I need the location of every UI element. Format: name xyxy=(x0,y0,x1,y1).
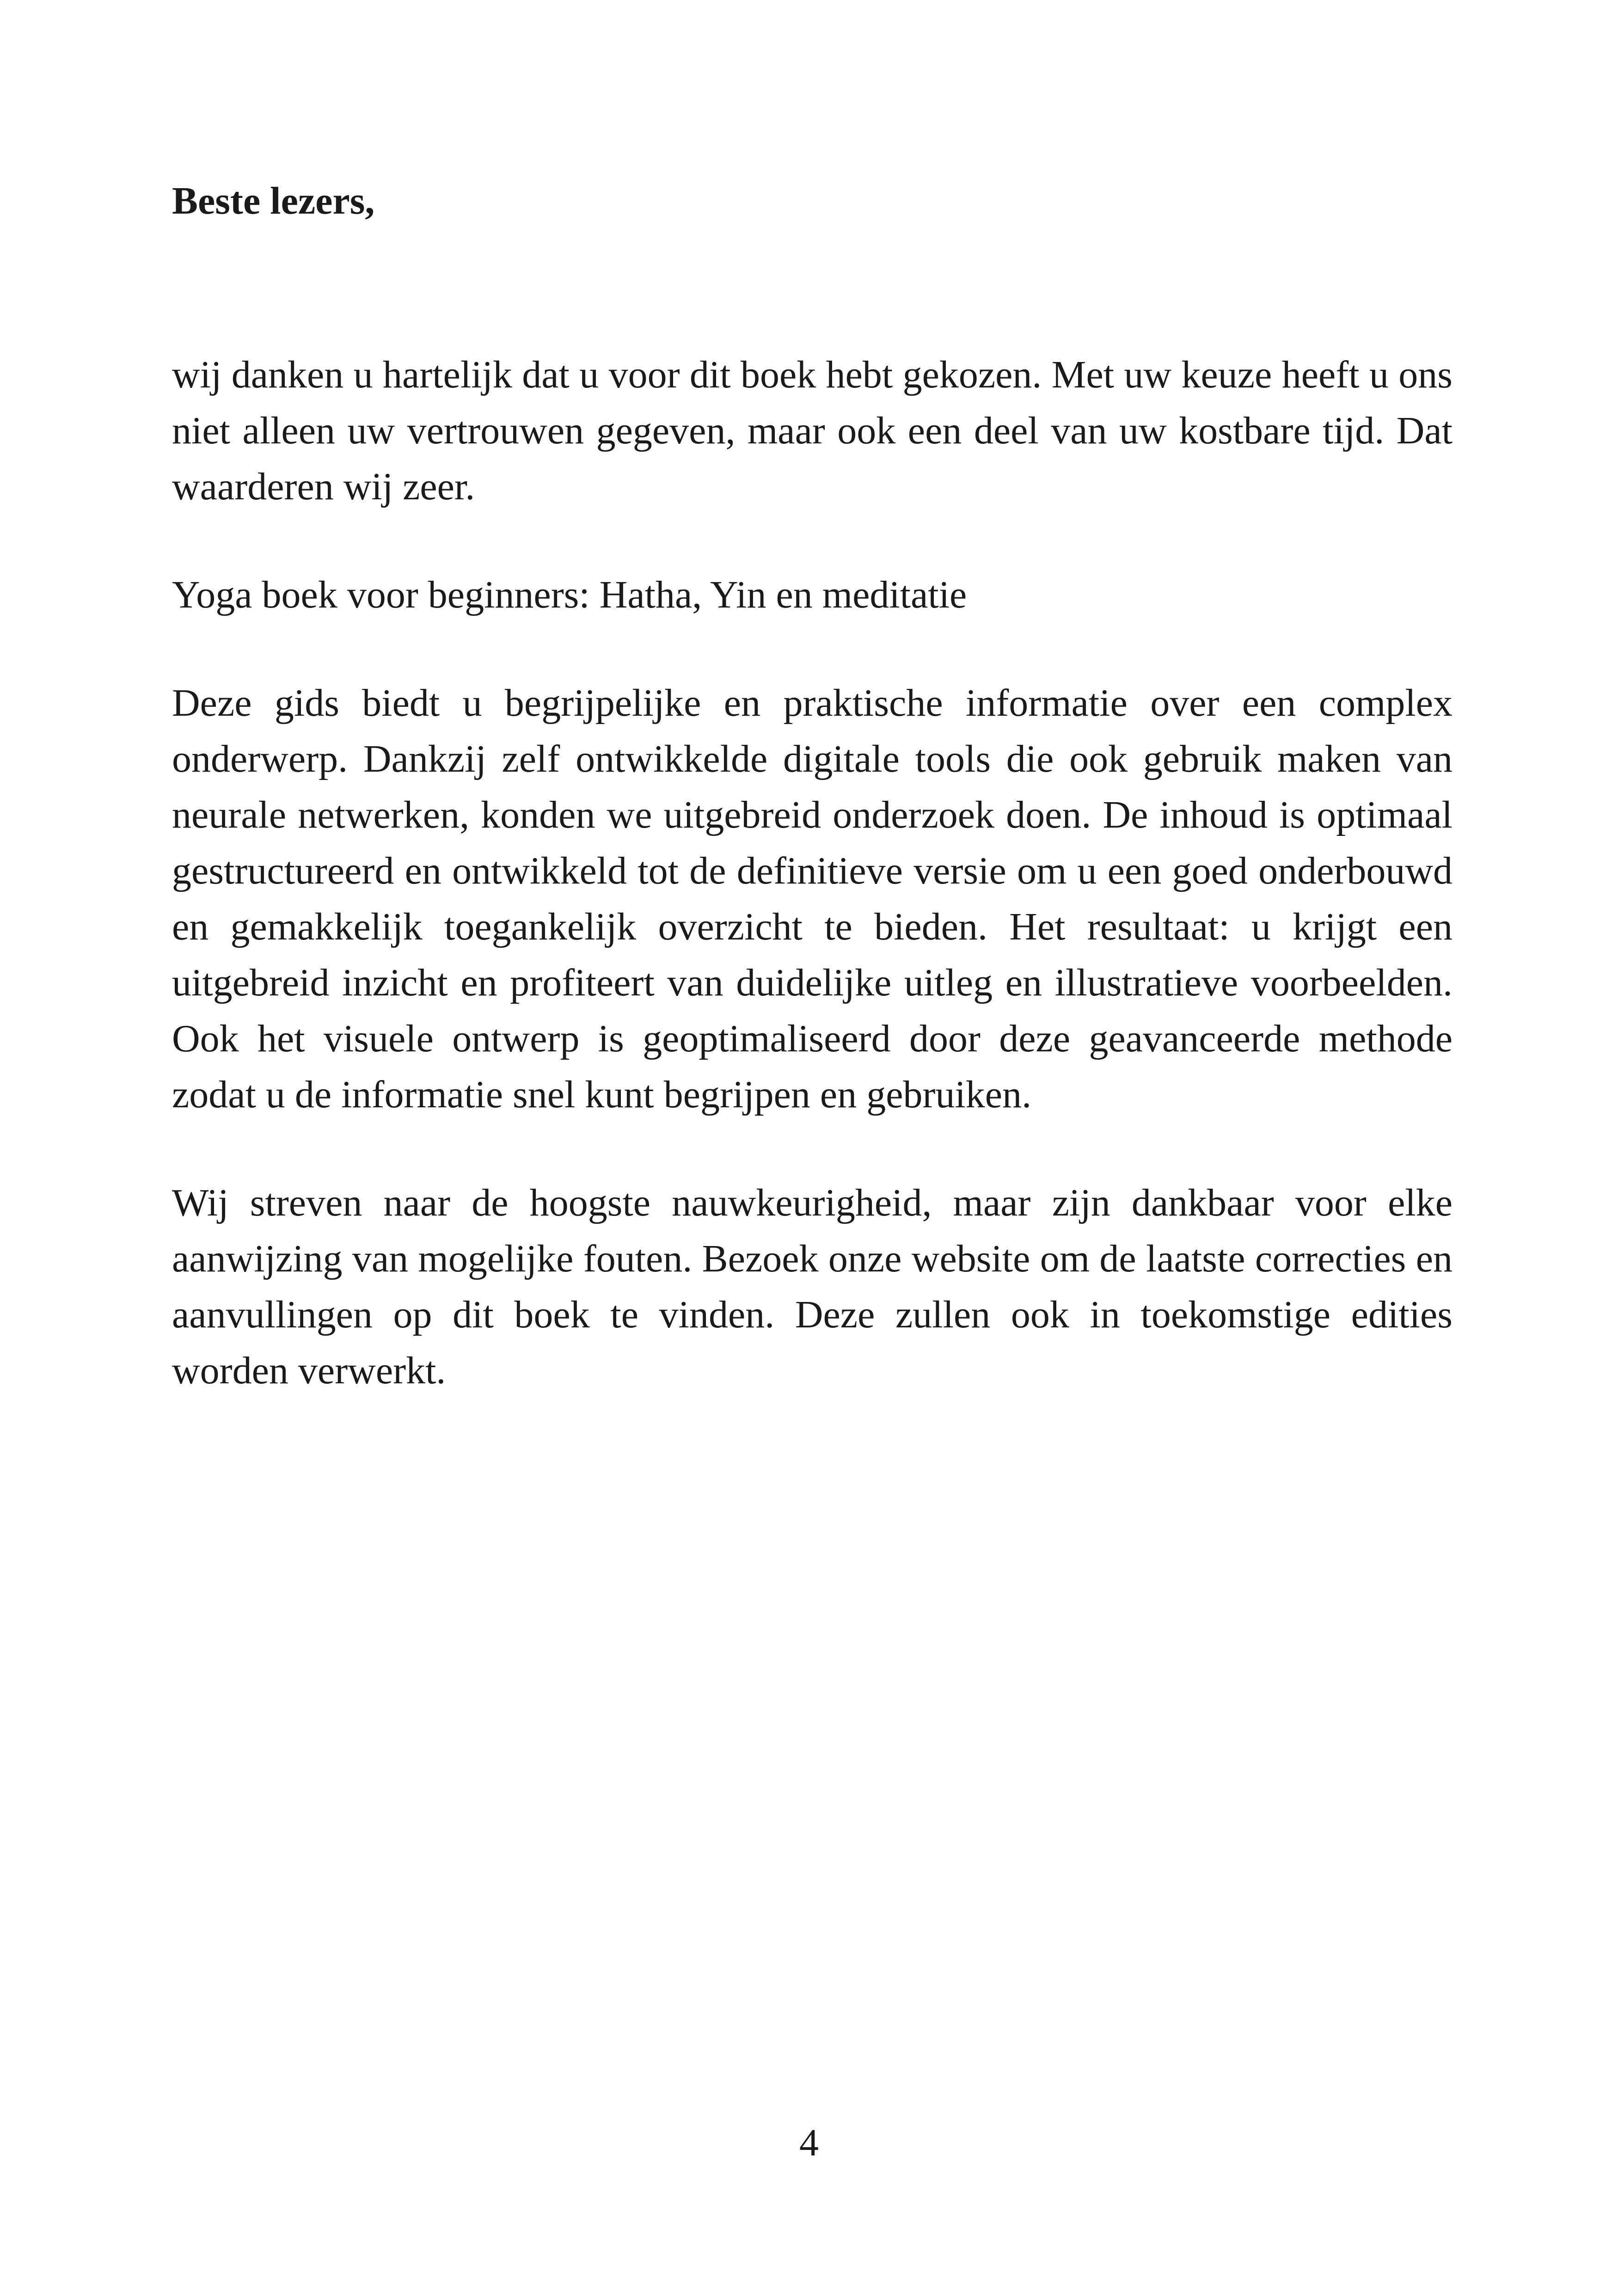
page-content xyxy=(172,178,1453,1451)
book-title-line: Yoga boek voor beginners: Hatha, Yin en meditatie xyxy=(172,573,967,616)
intro-paragraph: wij danken u hartelijk dat u voor dit boek hebt gekozen. Met uw keuze heeft u ons niet alleen uw vertrouwen gegeven, maar ook een deel van uw kostbare tijd. Dat waarderen wij zeer. xyxy=(172,353,1453,508)
page-number: 4 xyxy=(799,2121,819,2164)
accuracy-paragraph: Wij streven naar de hoogste nauwkeurigheid, maar zijn dankbaar voor elke aanwijzing van mogelijke fouten. Bezoek onze website om de laatste correcties en aanvullingen op dit boek te vinden. Deze zullen ook in toekomstige edities worden verwerkt. xyxy=(172,1181,1453,1392)
greeting-heading: Beste lezers, xyxy=(172,179,375,222)
guide-description-paragraph: Deze gids biedt u begrijpelijke en praktische informatie over een complex onderwerp. Dankzij zelf ontwikkelde digitale tools die ook gebruik maken van neurale netwerken, konden we uitgebreid onderzoek doen. De inhoud is optimaal gestructureerd en ontwikkeld tot de definitieve versie om u een goed onderbouwd en gemakkelijk toegankelijk overzicht te bieden. Het resultaat: u krijgt een uitgebreid inzicht en profiteert van duidelijke uitleg en illustratieve voorbeelden. Ook het visuele ontwerp is geoptimaliseerd door deze geavanceerde methode zodat u de informatie snel kunt begrijpen en gebruiken. xyxy=(172,681,1453,1116)
